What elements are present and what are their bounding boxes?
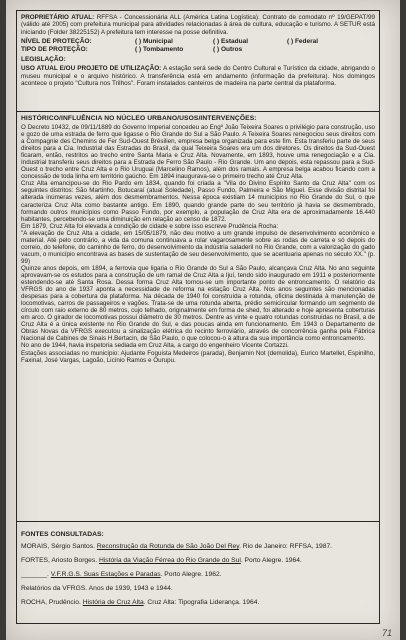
history-paragraph-3: Em 1879, Cruz Alta foi elevada à condição de cidade e sobre isso escreve Prudência Rocha: xyxy=(21,222,279,230)
history-quote: "A elevação de Cruz Alta a cidade, em 15/05/1879, não deu motivo a um grande impulso de desenvolvimento econômico e material. Até pelo contrário, a vida da comuna continuava a rolar vagarosamente sobre as rodas de carreta e só depois do correio, do telefone, do caminho de ferro, do desenvolvimento da indústria saladeril no Rio Grande, com a valorização do gado vacum, o município encontrava as bases de sustentação de seu desenvolvimento, que se acentuaria apenas no século XX." (p. 99) xyxy=(21,229,375,265)
source-title: Reconstrução da Rotunda de São João Del Rey xyxy=(96,543,240,550)
inventory-form xyxy=(16,10,380,624)
document-page xyxy=(6,0,400,640)
source-item xyxy=(17,543,379,551)
history-heading: HISTÓRICO/INFLUÊNCIA NO NÚCLEO URBANO/USOS/INTERVENÇÕES: xyxy=(21,115,257,122)
source-author: Relatórios da VFRGS. Anos de 1939, 1943 e 1944. xyxy=(21,585,173,592)
source-author: ROCHA, Prudêncio. xyxy=(21,599,83,606)
owner-text: RFFSA - Concessionária ALL (América Latina Logística). Contrato de comodato nº 19/GEPAT/99 (válido até 2005) com prefeitura municipal para atividades relacionadas à área de cultura, educação e turismo. A SETUR está iniciando (Folder 38225152) A prefeitura tem interesse na posse definitiva. xyxy=(21,14,375,36)
history-paragraph-1: O Decreto 10432, de 09/11/1889 do Governo Imperial concedeu ao Engº João Teixeira Soares o privilégio para construção, uso e gozo de uma estrada de ferro que ligasse o Rio Grande do Sul a São Paulo. A Teixeira Soares renegociou seus direitos com a Compagnie des Chemins de Fer Sud-Ouest Brésilien, empresa belga organizada para este fim. Esta transferiu parte de seus direitos para a Cia. Industrial das Estradas do Brasil, da qual Teixeira Soares era um dos diretores. Os direitos da Sud-Ouest ficaram, então, restritos ao trecho entre Santa Maria e Cruz Alta. Novamente, em 1893, houve uma renegociação e a Cia. Industrial transferiu seus direitos para a Estrada de Ferro São Paulo - Rio Grande. Um ano depois, esta repassou para a Sud-Ouest o trecho entre Cruz Alta e o Rio Uruguai (Marcelino Ramos), além dos ramais. A empresa belga acabou ficando com a concessão de toda linha em território gaúcho. Em 1894 inaugurava-se o primeiro trecho até Cruz Alta. xyxy=(21,124,375,181)
sources-section xyxy=(17,521,379,623)
source-publisher: . Porto Alegre. 1962. xyxy=(160,571,222,578)
protection-section xyxy=(17,11,379,112)
source-item xyxy=(17,571,379,579)
level-estadual-checkbox[interactable]: ( ) Estadual xyxy=(213,38,249,46)
sources-heading: FONTES CONSULTADAS: xyxy=(21,531,104,538)
source-publisher: . Porto Alegre. 1964. xyxy=(240,557,302,564)
history-paragraph-7: Estações associadas no município: Ajudante Foguista Medeiros (parada), Benjamin Not (demolida), Eurico Martellet, Espinilho, Faxinal, José Vargas, Lagoão, Licínio Ramos e Ourupu. xyxy=(21,349,375,364)
source-title: História da Viação Férrea do Rio Grande do Sul xyxy=(98,557,241,564)
history-paragraph-2: Cruz Alta emancipou-se do Rio Pardo em 1834, quando foi criada a "Vila do Divino Espírito Santo da Cruz Alta" com os seguintes distritos: São Martinho, Botucaraí (atual Soledade), Passo Fundo, Palmeira e São Miguel. Esse divisão distrital foi alterada inúmeras vezes, além dos desmembramentos. Nessa época existiam 14 municípios no Rio Grande do Sul, o que caracteriza Cruz Alta como bastante antigo. Em 1890, quando grande parte do seu território já havia se desmembrado, formando outros municípios como Passo Fundo, por exemplo, a população de Cruz Alta era de aproximadamente 16.440 habitantes, percebendo-se uma diminuição em relação ao censo de 1872. xyxy=(21,180,375,223)
protection-level-grid xyxy=(17,37,379,55)
source-title: V.F.R.G.S. Suas Estações e Paradas xyxy=(50,571,161,578)
current-use-label: USO ATUAL E/OU PROJETO DE UTILIZAÇÃO: xyxy=(21,65,162,73)
page-number: 71 xyxy=(381,628,392,638)
history-section xyxy=(17,111,379,522)
current-use-text: A estação será sede do Centro Cultural e Turístico da cidade, abrigando o museu municipal e o arquivo histórico. A transferência está em andamento (informação da prefeitura). Nos domingos acontece o projeto "Cultura nos Trilhos". Foram instalados canteiros de madeira na parte central da plataforma. xyxy=(21,65,375,88)
source-title: História de Cruz Alta xyxy=(82,599,144,606)
source-author: MORAIS, Sérgio Santos. xyxy=(21,543,97,550)
source-publisher: . Cruz Alta: Tipografia Liderança. 1964. xyxy=(143,599,260,606)
source-item xyxy=(17,585,379,593)
source-item xyxy=(17,599,379,607)
legislation-label: LEGISLAÇÃO: xyxy=(21,56,66,64)
current-use-paragraph xyxy=(17,65,379,87)
source-publisher: . Rio de Janeiro: RFFSA, 1987. xyxy=(239,543,333,550)
protection-type-label: TIPO DE PROTEÇÃO: xyxy=(21,46,88,54)
protection-level-label: NÍVEL DE PROTEÇÃO: xyxy=(21,38,92,46)
source-author: FORTES, Ariosto Borges. xyxy=(21,557,99,564)
history-paragraph-6: No ano de 1944, havia inspetoria sediada em Cruz Alta, a cargo do engenheiro Vicente Cortazzi. xyxy=(21,342,289,350)
type-outros-checkbox[interactable]: ( ) Outros xyxy=(213,46,243,54)
history-paragraph-5: Quinze anos depois, em 1894, a ferrovia que ligaria o Rio Grande do Sul a São Paulo, alcançava Cruz Alta. No ano seguinte aprovavam-se os estudos para a construção de um ramal de Cruz Alta a Ijuí, tendo sido inaugurado em 1911 e posteriormente estendendo-se até Santa Rosa. Dessa forma Cruz Alta tornou-se um importante ponto de entroncamento. O relatório da VFRGS do ano de 1937 aponta a necessidade de reforma na estação Cruz Alta. Nos anos seguintes são mencionadas despesas para a cobertura da plataforma. Na década de 1940 foi construída a rotunda, oficina destinada à manutenção de locomotivas, carros de passageiros e vagões. Trata-se de uma rotunda aberta, prédio semicircular formando um segmento de círculo com raio externo de 80 metros, cujo telhado, originalmente em forma de shed, foi alterado e hoje apresenta coberturas em arco. O girador de locomotivas possui diâmetro de 30 metros. Dentre as vinte e quatro rotundas construídas no Brasil, a de Cruz Alta é a única existente no Rio Grande do Sul, e das poucas ainda em funcionamento. Em 1943 o Departamento de Obras Novas da VFRGS executou a sinalização elétrica do recinto ferroviário, através de concorrência ganha pela Fábrica Nacional de Cabines de Sinais H.Bertacin, de São Paulo, o que colocou-o à altura da sua importância como entroncamento. xyxy=(21,264,375,343)
owner-paragraph xyxy=(17,14,379,36)
type-tombamento-checkbox[interactable]: ( ) Tombamento xyxy=(135,46,184,54)
level-federal-checkbox[interactable]: ( ) Federal xyxy=(287,38,319,46)
source-author: _______. xyxy=(21,571,51,578)
owner-label: PROPRIETÁRIO ATUAL: xyxy=(21,14,95,21)
level-municipal-checkbox[interactable]: ( ) Municipal xyxy=(135,38,173,46)
source-item xyxy=(17,557,379,565)
